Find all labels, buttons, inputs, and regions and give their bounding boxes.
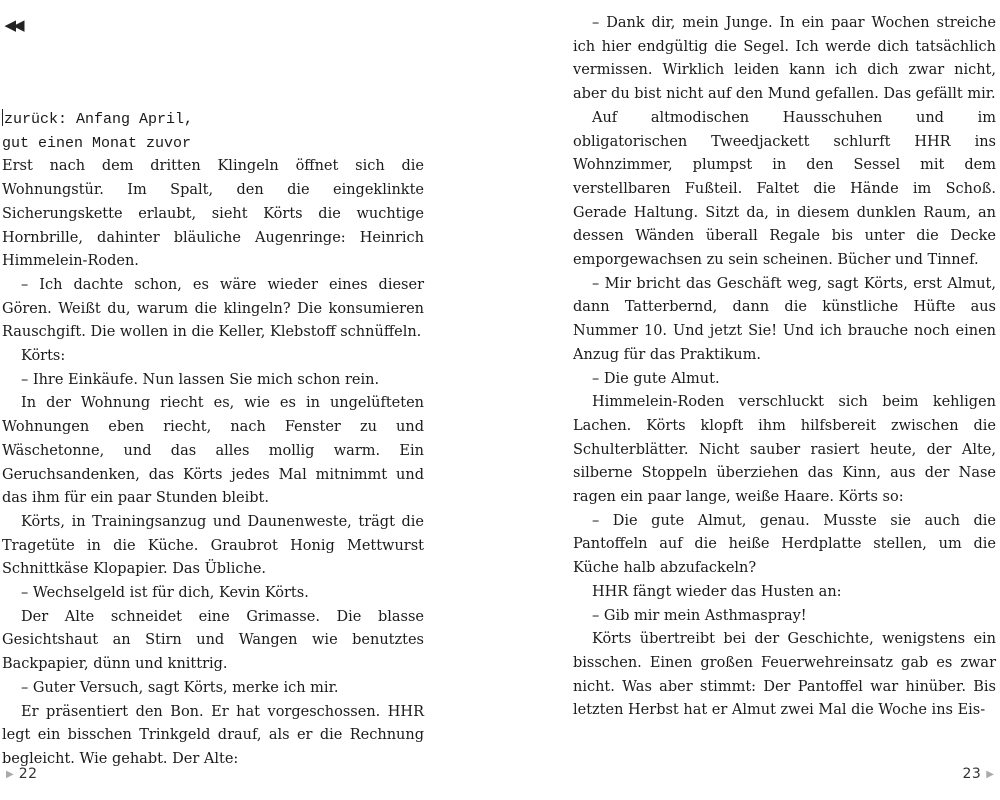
left-page bbox=[2, 108, 424, 772]
paragraph: – Die gute Almut. bbox=[592, 370, 720, 387]
paragraph: Körts übertreibt bei der Geschichte, wenigstens ein bisschen. Einen großen Feuerwehreinsatz gab es zwar nicht. Was aber stimmt: Der Pantoffel war hinüber. Bis letzten Herbst hat er Almut zwei Mal die Woche ins Eis- bbox=[573, 631, 996, 719]
paragraph: – Dank dir, mein Junge. In ein paar Wochen streiche ich hier endgültig die Segel. Ich werde dich tatsächlich vermissen. Wirklich leiden kann ich dich zwar nicht, aber du bist nicht auf den Mund gefallen. Das gefällt mir. bbox=[573, 15, 996, 103]
triangle-right-icon[interactable]: ▶ bbox=[986, 768, 994, 780]
paragraph: HHR fängt wieder das Husten an: bbox=[592, 583, 842, 600]
rewind-icon[interactable]: ◀◀ bbox=[4, 15, 22, 34]
paragraph: Erst nach dem dritten Klingeln öffnet sich die Wohnungstür. Im Spalt, den die eingeklinkte Sicherungskette erlaubt, sieht Körts die wuchtige Hornbrille, dahinter bläuliche Augenringe: Heinrich Himmelein-Roden. bbox=[2, 158, 424, 270]
paragraph: – Wechselgeld ist für dich, Kevin Körts. bbox=[21, 585, 309, 602]
paragraph: – Ich dachte schon, es wäre wieder eines dieser Gören. Weißt du, warum die klingeln? Die konsumieren Rauschgift. Die wollen in die Keller, Klebstoff schnüffeln. bbox=[2, 276, 424, 341]
paragraph: Auf altmodischen Hausschuhen und im obligatorischen Tweedjackett schlurft HHR ins Wohnzimmer, plumpst in den Sessel mit dem verstellbaren Fußteil. Faltet die Hände im Schoß. Gerade Haltung. Sitzt da, in diesem dunklen Raum, an dessen Wänden überall Regale bis unter die Decke emporgewachsen zu sein scheinen. Bücher und Tinnef. bbox=[573, 109, 996, 269]
section-heading bbox=[2, 108, 424, 155]
paragraph: Er präsentiert den Bon. Er hat vorgeschossen. HHR legt ein bisschen Trinkgeld drauf, als er die Rechnung begleicht. Wie gehabt. Der Alte: bbox=[2, 703, 424, 767]
text-cursor bbox=[2, 109, 3, 126]
page-number-left: 22 bbox=[18, 766, 38, 782]
page-number-right: 23 bbox=[962, 766, 982, 782]
paragraph: – Mir bricht das Geschäft weg, sagt Körts, erst Almut, dann Tatterbernd, dann die künstliche Hüfte aus Nummer 10. Und jetzt Sie! Und ich brauche noch einen Anzug für das Praktikum. bbox=[573, 275, 996, 363]
triangle-right-icon[interactable]: ▶ bbox=[6, 768, 14, 780]
right-page bbox=[573, 12, 996, 723]
right-page-footer bbox=[962, 762, 994, 786]
paragraph: Himmelein-Roden verschluckt sich beim kehligen Lachen. Körts klopft ihm hilfsbereit zwischen die Schulterblätter. Nicht sauber rasiert heute, der Alte, silberne Stoppeln überziehen das Kinn, aus der Nase ragen ein paar lange, weiße Haare. Körts so: bbox=[573, 394, 996, 506]
paragraph: – Gib mir mein Asthmaspray! bbox=[592, 607, 807, 624]
paragraph: Körts: bbox=[21, 348, 66, 365]
paragraph: – Ihre Einkäufe. Nun lassen Sie mich schon rein. bbox=[21, 371, 380, 388]
paragraph: – Guter Versuch, sagt Körts, merke ich mir. bbox=[21, 679, 339, 696]
paragraph: – Die gute Almut, genau. Musste sie auch die Pantoffeln auf die heiße Herdplatte stellen, um die Küche halb abzufackeln? bbox=[573, 512, 996, 577]
paragraph: In der Wohnung riecht es, wie es in ungelüfteten Wohnungen eben riecht, nach Fenster zu und Wäschetonne, und das alles mollig warm. Ein Geruchsandenken, das Körts jedes Mal mitnimmt und das ihm für ein paar Stunden bleibt. bbox=[2, 395, 424, 507]
heading-line-2: gut einen Monat zuvor bbox=[2, 134, 192, 152]
left-page-footer bbox=[6, 762, 38, 786]
heading-line-1: zurück: Anfang April, bbox=[4, 111, 194, 128]
paragraph: Der Alte schneidet eine Grimasse. Die blasse Gesichtshaut an Stirn und Wangen wie benutztes Backpapier, dünn und knittrig. bbox=[2, 608, 424, 673]
paragraph: Körts, in Trainingsanzug und Daunenweste, trägt die Tragetüte in die Küche. Graubrot Honig Mettwurst Schnittkäse Klopapier. Das Übliche. bbox=[2, 513, 424, 578]
